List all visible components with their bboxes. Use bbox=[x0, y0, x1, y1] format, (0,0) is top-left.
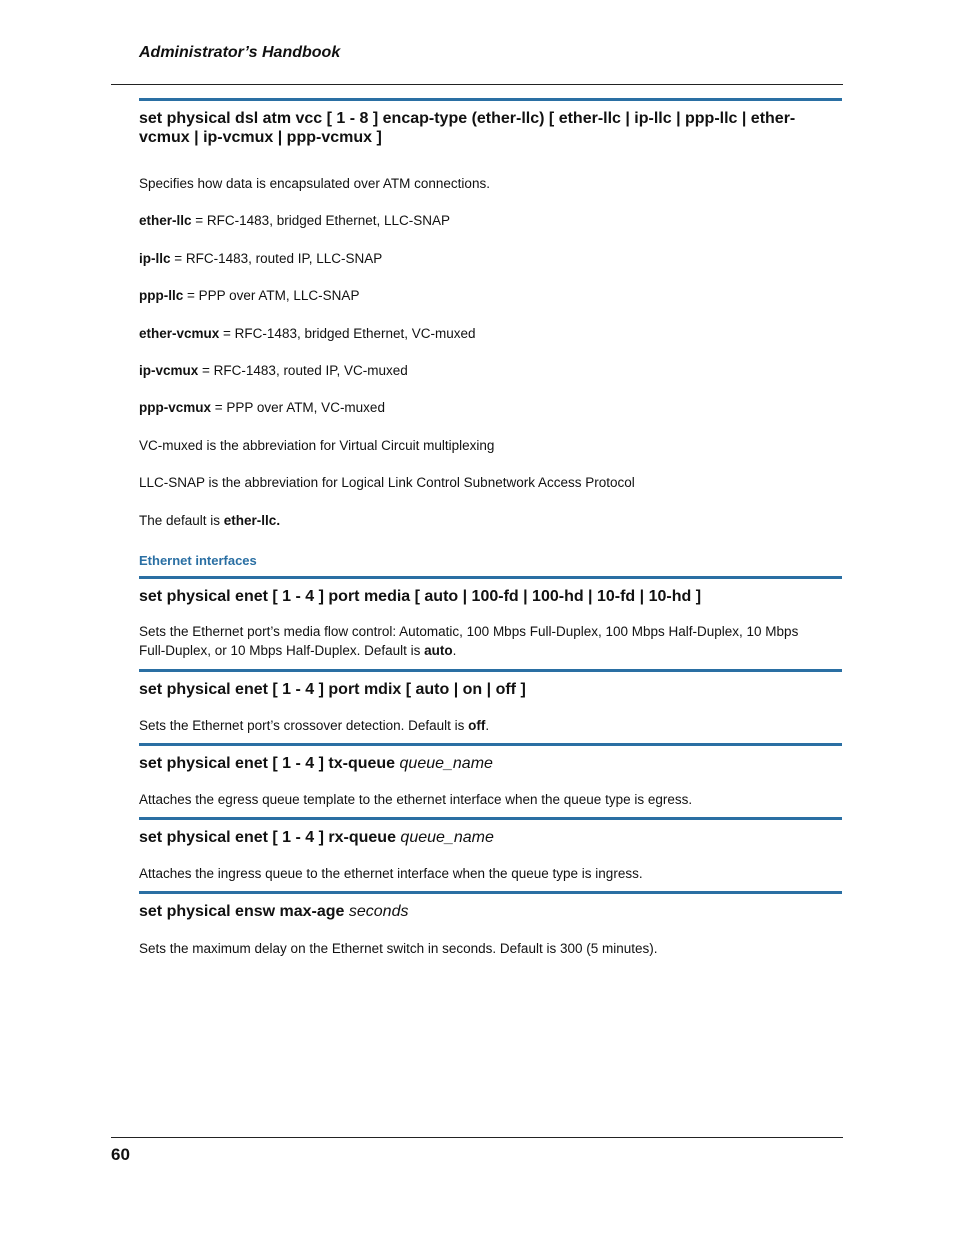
command-port-mdix bbox=[139, 669, 842, 699]
page-number: 60 bbox=[111, 1145, 130, 1164]
def-ether-llc: = RFC-1483, bridged Ethernet, LLC-SNAP bbox=[191, 213, 451, 228]
port-mdix-default: off bbox=[468, 718, 486, 733]
port-media-description-line1: Sets the Ethernet port’s media flow control: Automatic, 100 Mbps Full-Duplex, 100 Mbps Half-Duplex, 10 Mbps bbox=[139, 624, 799, 639]
encap-default-value: ether-llc. bbox=[223, 513, 281, 528]
port-media-period: . bbox=[452, 643, 457, 658]
section-heading-ethernet: Ethernet interfaces bbox=[139, 553, 257, 568]
port-media-description-line2 bbox=[139, 641, 842, 660]
def-ppp-llc: = PPP over ATM, LLC-SNAP bbox=[183, 288, 360, 303]
definition-ip-llc bbox=[139, 249, 842, 268]
command-encap-type-line2: vcmux | ip-vcmux | ppp-vcmux ] bbox=[139, 129, 382, 146]
command-ensw-max-age-text bbox=[139, 902, 842, 921]
term-ip-vcmux: ip-vcmux bbox=[139, 363, 199, 378]
running-header: Administrator’s Handbook bbox=[139, 44, 341, 61]
command-tx-queue-param: queue_name bbox=[399, 755, 493, 772]
term-ether-vcmux: ether-vcmux bbox=[139, 326, 220, 341]
def-ip-llc: = RFC-1483, routed IP, LLC-SNAP bbox=[170, 251, 383, 266]
command-tx-queue bbox=[139, 743, 842, 773]
note-llc-snap: LLC-SNAP is the abbreviation for Logical Link Control Subnetwork Access Protocol bbox=[139, 475, 635, 490]
port-mdix-period: . bbox=[485, 718, 490, 733]
definition-ip-vcmux bbox=[139, 361, 842, 380]
command-rx-queue-param: queue_name bbox=[400, 829, 494, 846]
command-encap-type bbox=[139, 98, 842, 147]
term-ppp-llc: ppp-llc bbox=[139, 288, 184, 303]
footer-rule bbox=[111, 1137, 843, 1138]
command-ensw-max-age bbox=[139, 891, 842, 921]
definition-ppp-llc bbox=[139, 286, 842, 305]
ensw-max-age-description: Sets the maximum delay on the Ethernet switch in seconds. Default is 300 (5 minutes). bbox=[139, 941, 658, 956]
def-ether-vcmux: = RFC-1483, bridged Ethernet, VC-muxed bbox=[219, 326, 476, 341]
port-mdix-description bbox=[139, 716, 842, 735]
command-rx-queue-keyword: set physical enet [ 1 - 4 ] rx-queue bbox=[139, 829, 401, 846]
header-rule bbox=[111, 84, 843, 85]
encap-default bbox=[139, 511, 842, 530]
page-content bbox=[139, 98, 842, 958]
command-tx-queue-keyword: set physical enet [ 1 - 4 ] tx-queue bbox=[139, 755, 400, 772]
encap-description: Specifies how data is encapsulated over ATM connections. bbox=[139, 176, 490, 191]
port-media-default: auto bbox=[424, 643, 453, 658]
term-ether-llc: ether-llc bbox=[139, 213, 192, 228]
command-port-media bbox=[139, 576, 842, 606]
term-ip-llc: ip-llc bbox=[139, 251, 171, 266]
command-rx-queue bbox=[139, 817, 842, 847]
command-port-mdix-text: set physical enet [ 1 - 4 ] port mdix [ auto | on | off ] bbox=[139, 681, 526, 698]
command-tx-queue-text bbox=[139, 754, 842, 773]
tx-queue-description: Attaches the egress queue template to the ethernet interface when the queue type is egress. bbox=[139, 792, 693, 807]
port-media-desc-text: Full-Duplex, or 10 Mbps Half-Duplex. Default is bbox=[139, 643, 425, 658]
port-media-description bbox=[139, 622, 842, 660]
command-encap-type-line1: set physical dsl atm vcc [ 1 - 8 ] encap-type (ether-llc) [ ether-llc | ip-llc | ppp-llc | ether- bbox=[139, 110, 796, 127]
command-ensw-param: seconds bbox=[348, 903, 409, 920]
command-port-media-text: set physical enet [ 1 - 4 ] port media [ auto | 100-fd | 100-hd | 10-fd | 10-hd ] bbox=[139, 588, 702, 605]
port-mdix-desc-text: Sets the Ethernet port’s crossover detection. Default is bbox=[139, 718, 469, 733]
def-ppp-vcmux: = PPP over ATM, VC-muxed bbox=[211, 400, 385, 415]
definition-ppp-vcmux bbox=[139, 398, 842, 417]
definition-ether-llc bbox=[139, 211, 842, 230]
definition-ether-vcmux bbox=[139, 324, 842, 343]
note-vc-muxed: VC-muxed is the abbreviation for Virtual Circuit multiplexing bbox=[139, 438, 495, 453]
rx-queue-description: Attaches the ingress queue to the ethernet interface when the queue type is ingress. bbox=[139, 866, 643, 881]
def-ip-vcmux: = RFC-1483, routed IP, VC-muxed bbox=[198, 363, 408, 378]
encap-default-label: The default is bbox=[139, 513, 224, 528]
term-ppp-vcmux: ppp-vcmux bbox=[139, 400, 212, 415]
command-ensw-keyword: set physical ensw max-age bbox=[139, 903, 349, 920]
command-rx-queue-text bbox=[139, 828, 842, 847]
